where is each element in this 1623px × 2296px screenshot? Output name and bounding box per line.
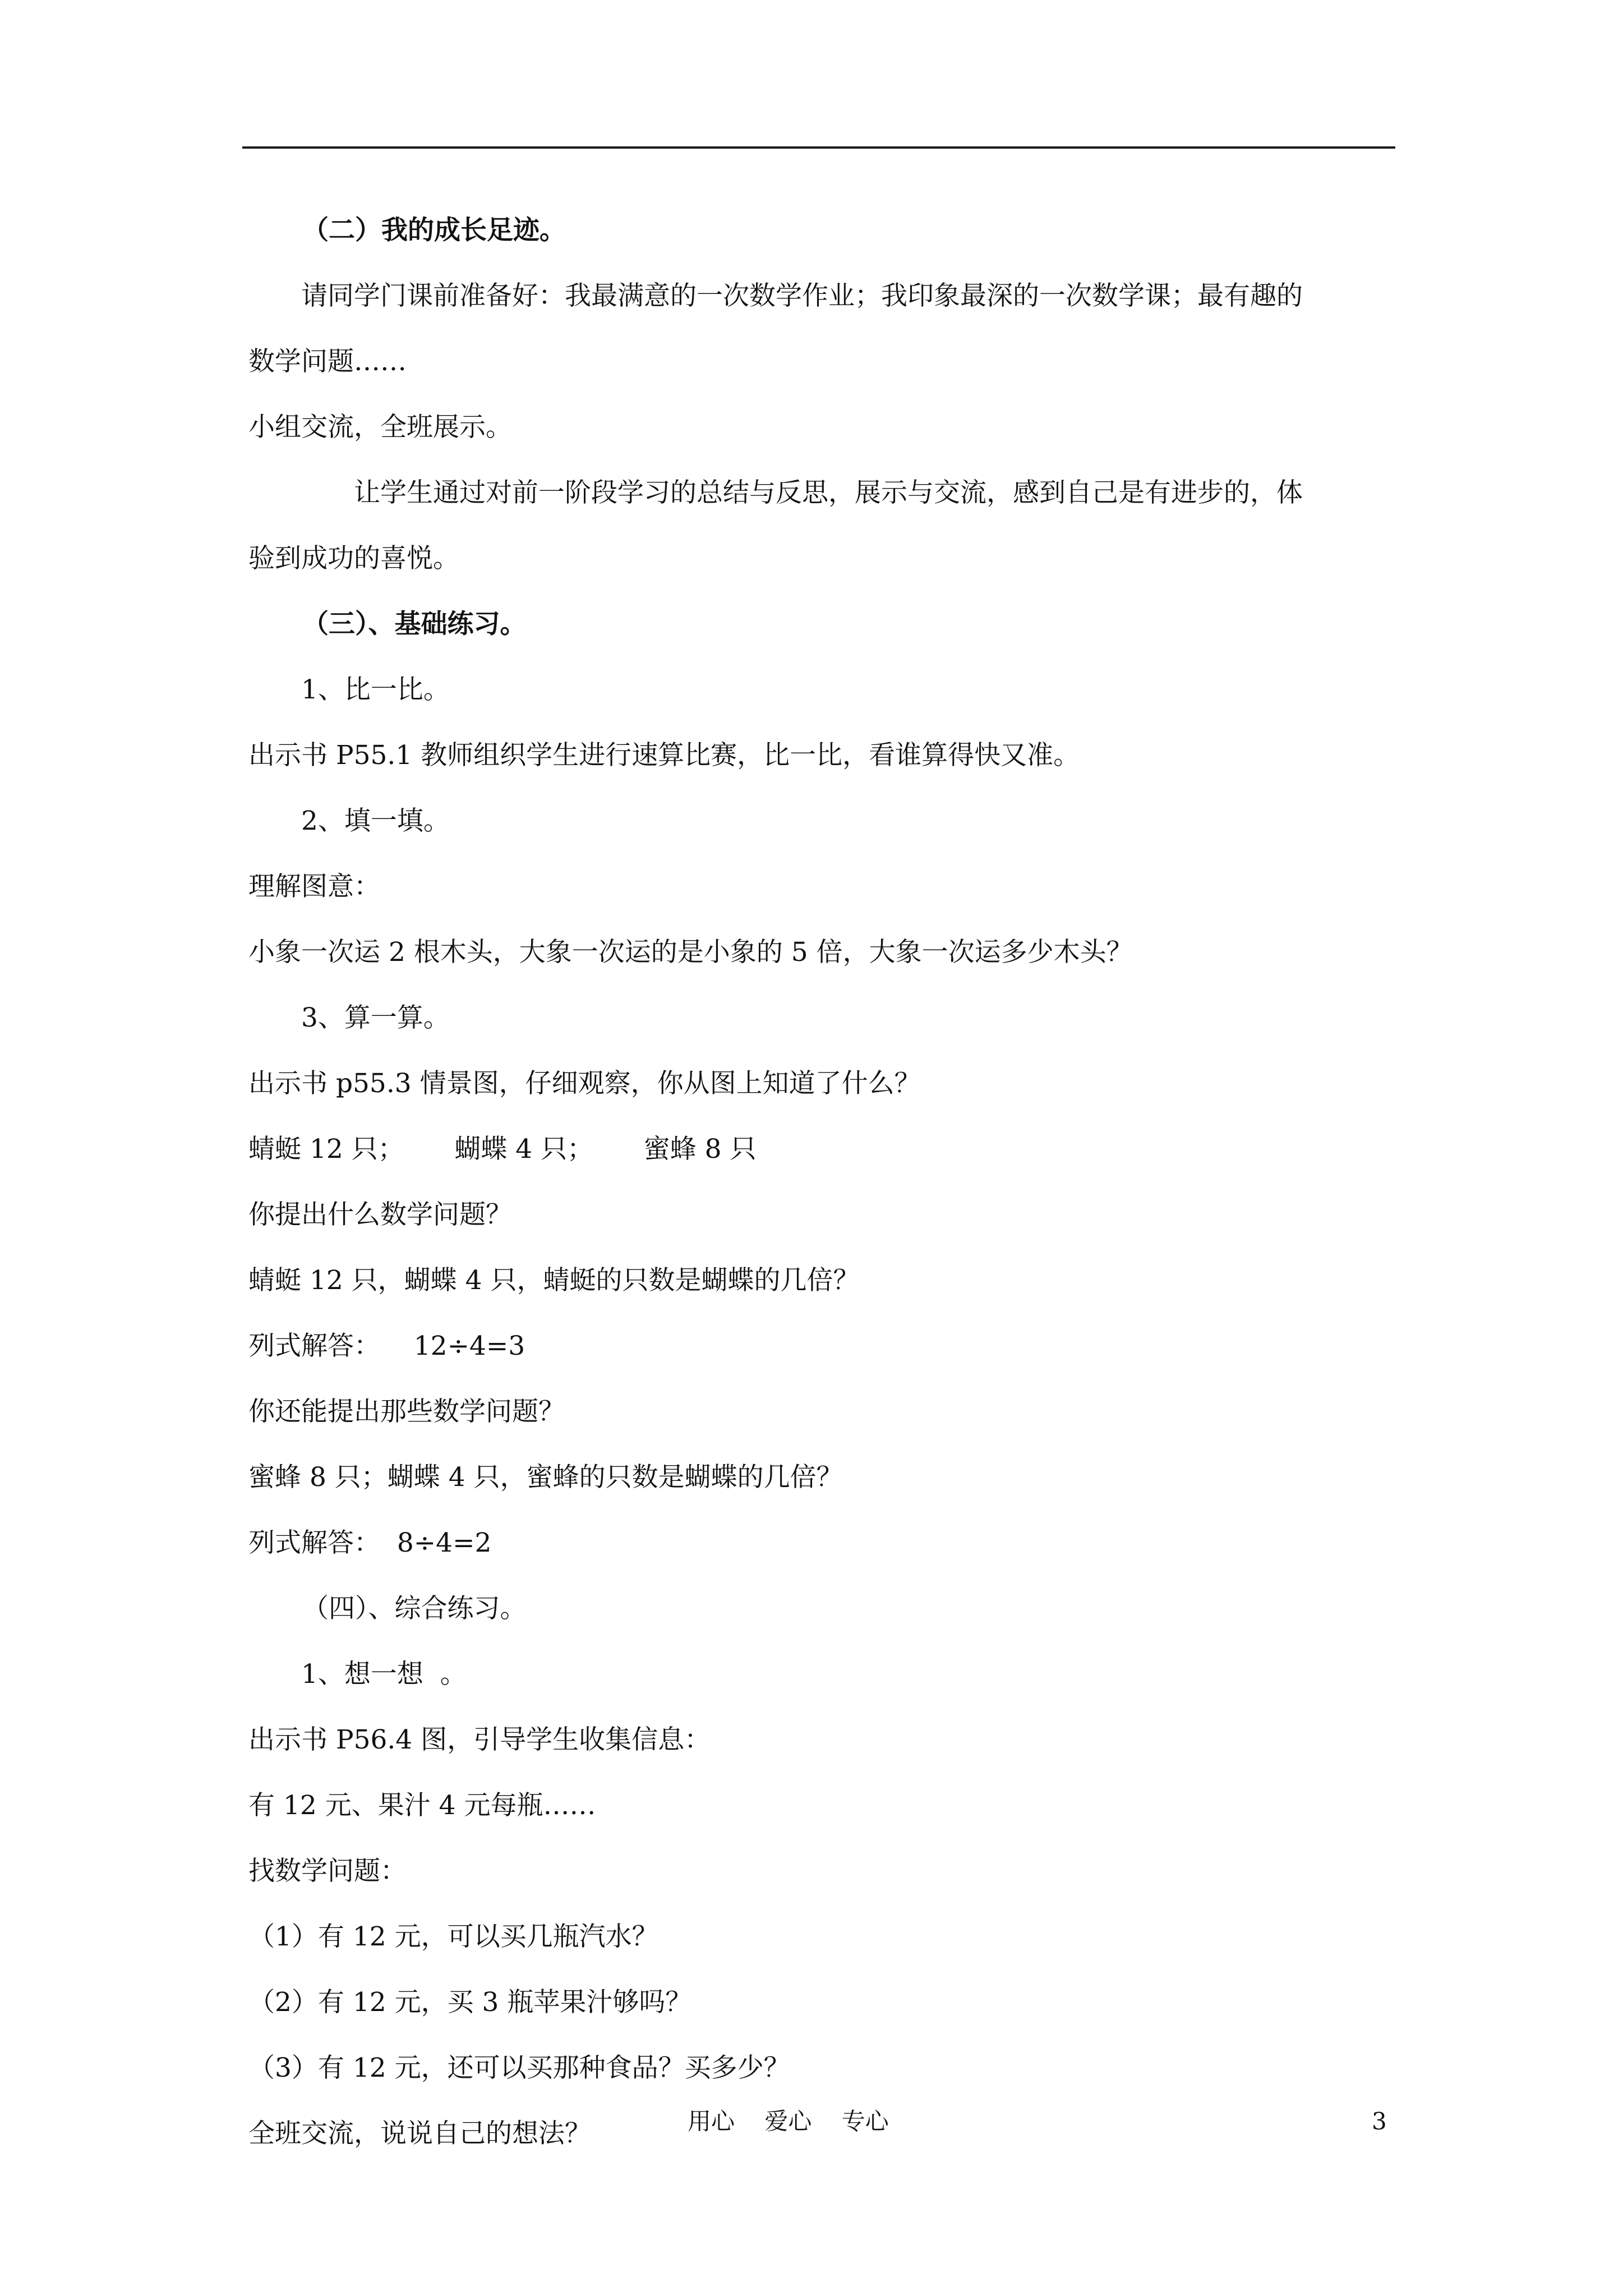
paragraph-line: 蜜蜂 8 只；蝴蝶 4 只，蜜蜂的只数是蝴蝶的几倍？ (248, 1462, 843, 1493)
list-item-heading: 1、比一比。 (301, 674, 450, 705)
equation-line: 列式解答： 8÷4=2 (248, 1527, 492, 1558)
paragraph-line: 请同学门课前准备好：我最满意的一次数学作业；我印象最深的一次数学课；最有趣的 (301, 280, 1303, 311)
list-item-heading: 1、想一想 。 (301, 1659, 467, 1690)
paragraph-line: 有 12 元、果汁 4 元每瓶…… (248, 1790, 596, 1821)
list-item-heading: 3、算一算。 (301, 1002, 450, 1033)
paragraph-line: 蜻蜓 12 只，蝴蝶 4 只，蜻蜓的只数是蝴蝶的几倍？ (248, 1265, 860, 1296)
page-number: 3 (1372, 2108, 1387, 2135)
paragraph-line: 你还能提出那些数学问题？ (248, 1396, 565, 1427)
equation-line: 列式解答： 12÷4=3 (248, 1331, 525, 1361)
list-item-heading: 2、填一填。 (301, 806, 450, 836)
numbered-question: （2）有 12 元，买 3 瓶苹果汁够吗？ (248, 1987, 692, 2018)
section-heading-comprehensive-practice: （四）、综合练习。 (302, 1593, 527, 1624)
paragraph-line: 让学生通过对前一阶段学习的总结与反思，展示与交流，感到自己是有进步的，体 (354, 477, 1303, 508)
paragraph-line: 理解图意： (248, 871, 380, 902)
paragraph-line: 出示书 P56.4 图，引导学生收集信息： (248, 1724, 711, 1755)
section-heading-basic-practice: （三）、基础练习。 (302, 609, 527, 639)
section-heading-growth: （二）我的成长足迹。 (302, 215, 566, 246)
paragraph-line: 小象一次运 2 根木头，大象一次运的是小象的 5 倍，大象一次运多少木头？ (248, 937, 1133, 968)
paragraph-line: 验到成功的喜悦。 (248, 543, 459, 574)
numbered-question: （3）有 12 元，还可以买那种食品？买多少？ (248, 2053, 790, 2083)
paragraph-line: 出示书 p55.3 情景图，仔细观察，你从图上知道了什么？ (248, 1068, 921, 1099)
paragraph-line: 全班交流，说说自己的想法？ (248, 2118, 591, 2149)
paragraph-line: 蜻蜓 12 只； 蝴蝶 4 只； 蜜蜂 8 只 (248, 1134, 757, 1165)
paragraph-line: 数学问题…… (248, 346, 407, 377)
paragraph-line: 小组交流，全班展示。 (248, 412, 512, 443)
document-body (248, 197, 1395, 2166)
numbered-question: （1）有 12 元，可以买几瓶汽水？ (248, 1921, 658, 1952)
paragraph-line: 找数学问题： (248, 1856, 407, 1887)
paragraph-line: 出示书 P55.1 教师组织学生进行速算比赛，比一比，看谁算得快又准。 (248, 740, 1080, 771)
footer-motto: 用心 爱心 专心 (688, 2108, 889, 2135)
header-rule (242, 146, 1395, 149)
paragraph-line: 你提出什么数学问题？ (248, 1199, 512, 1230)
